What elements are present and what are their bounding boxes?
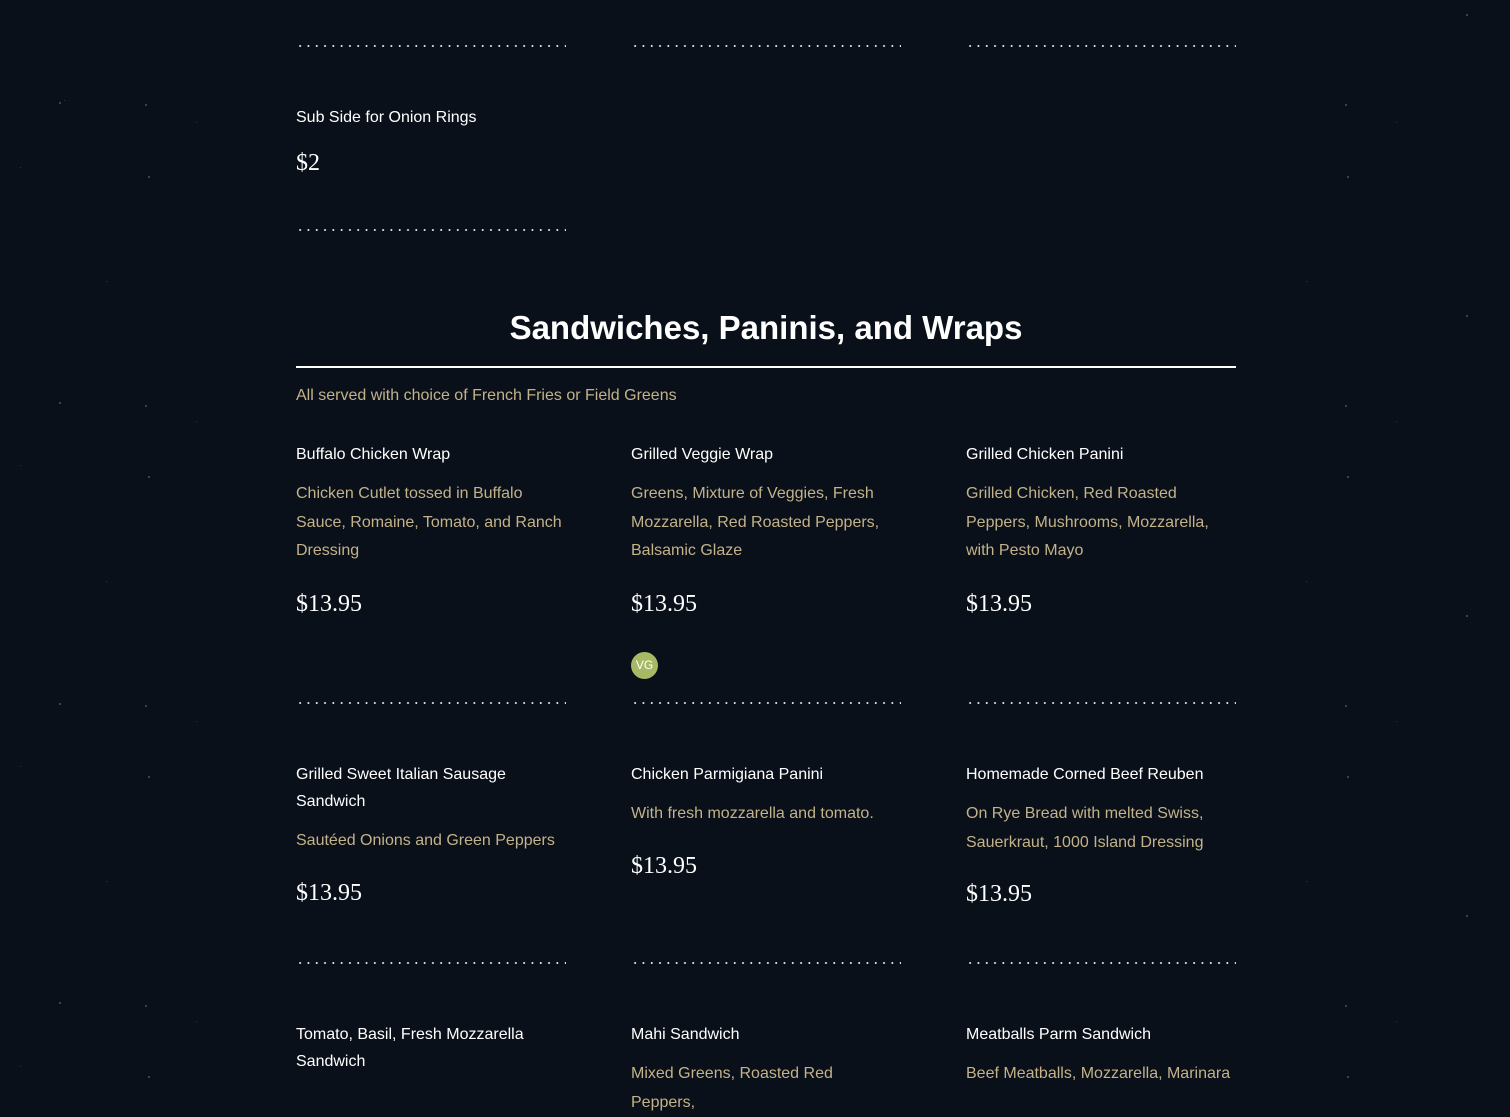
item-title: Grilled Veggie Wrap <box>631 446 773 463</box>
item-price: $13.95 <box>296 590 362 617</box>
item-divider <box>296 45 566 47</box>
menu-item[interactable] <box>631 441 901 679</box>
section-rule <box>296 366 1236 368</box>
item-price: $13.95 <box>966 881 1032 907</box>
item-description: Sautéed Onions and Green Peppers <box>296 832 555 849</box>
item-price: $13.95 <box>631 852 697 879</box>
menu-item[interactable] <box>296 104 566 178</box>
item-description: On Rye Bread with melted Swiss, Sauerkraut, 1000 Island Dressing <box>966 805 1204 851</box>
item-divider <box>966 45 1236 47</box>
vegan-badge: VG <box>631 652 658 679</box>
item-divider <box>966 962 1236 964</box>
item-description: Beef Meatballs, Mozzarella, Marinara <box>966 1065 1231 1082</box>
item-title: Grilled Sweet Italian Sausage Sandwich <box>296 766 506 810</box>
section-title: Sandwiches, Paninis, and Wraps <box>509 309 1023 346</box>
menu-item[interactable] <box>296 1021 566 1075</box>
item-title: Homemade Corned Beef Reuben <box>966 766 1204 783</box>
item-description: With fresh mozzarella and tomato. <box>631 805 874 822</box>
item-title: Meatballs Parm Sandwich <box>966 1026 1151 1043</box>
item-price: $13.95 <box>966 590 1032 617</box>
item-divider <box>631 45 901 47</box>
item-title: Buffalo Chicken Wrap <box>296 446 451 463</box>
section-note: All served with choice of French Fries or Field Greens <box>296 387 677 404</box>
item-title: Grilled Chicken Panini <box>966 446 1124 463</box>
item-description: Grilled Chicken, Red Roasted Peppers, Mushrooms, Mozzarella, with Pesto Mayo <box>966 485 1209 559</box>
item-divider <box>966 702 1236 704</box>
item-title: Tomato, Basil, Fresh Mozzarella Sandwich <box>296 1026 524 1070</box>
menu-item[interactable] <box>966 441 1236 619</box>
item-title: Mahi Sandwich <box>631 1026 740 1043</box>
item-description: Chicken Cutlet tossed in Buffalo Sauce, Romaine, Tomato, and Ranch Dressing <box>296 485 562 559</box>
item-description: Greens, Mixture of Veggies, Fresh Mozzarella, Red Roasted Peppers, Balsamic Glaze <box>631 485 880 559</box>
item-price: $2 <box>296 150 320 176</box>
menu-item[interactable] <box>966 761 1236 909</box>
item-title: Chicken Parmigiana Panini <box>631 766 824 783</box>
item-divider <box>296 962 566 964</box>
item-divider <box>631 702 901 704</box>
menu-item[interactable] <box>966 1021 1236 1089</box>
menu-item[interactable] <box>631 1021 901 1117</box>
item-price: $13.95 <box>631 590 697 617</box>
menu-item[interactable] <box>631 761 901 881</box>
item-price: $13.95 <box>296 879 362 906</box>
item-divider <box>296 702 566 704</box>
item-divider <box>631 962 901 964</box>
item-title: Sub Side for Onion Rings <box>296 109 477 126</box>
item-divider <box>296 229 566 231</box>
item-description: Mixed Greens, Roasted Red Peppers, <box>631 1065 833 1111</box>
menu-item[interactable] <box>296 761 566 908</box>
menu-item[interactable] <box>296 441 566 619</box>
